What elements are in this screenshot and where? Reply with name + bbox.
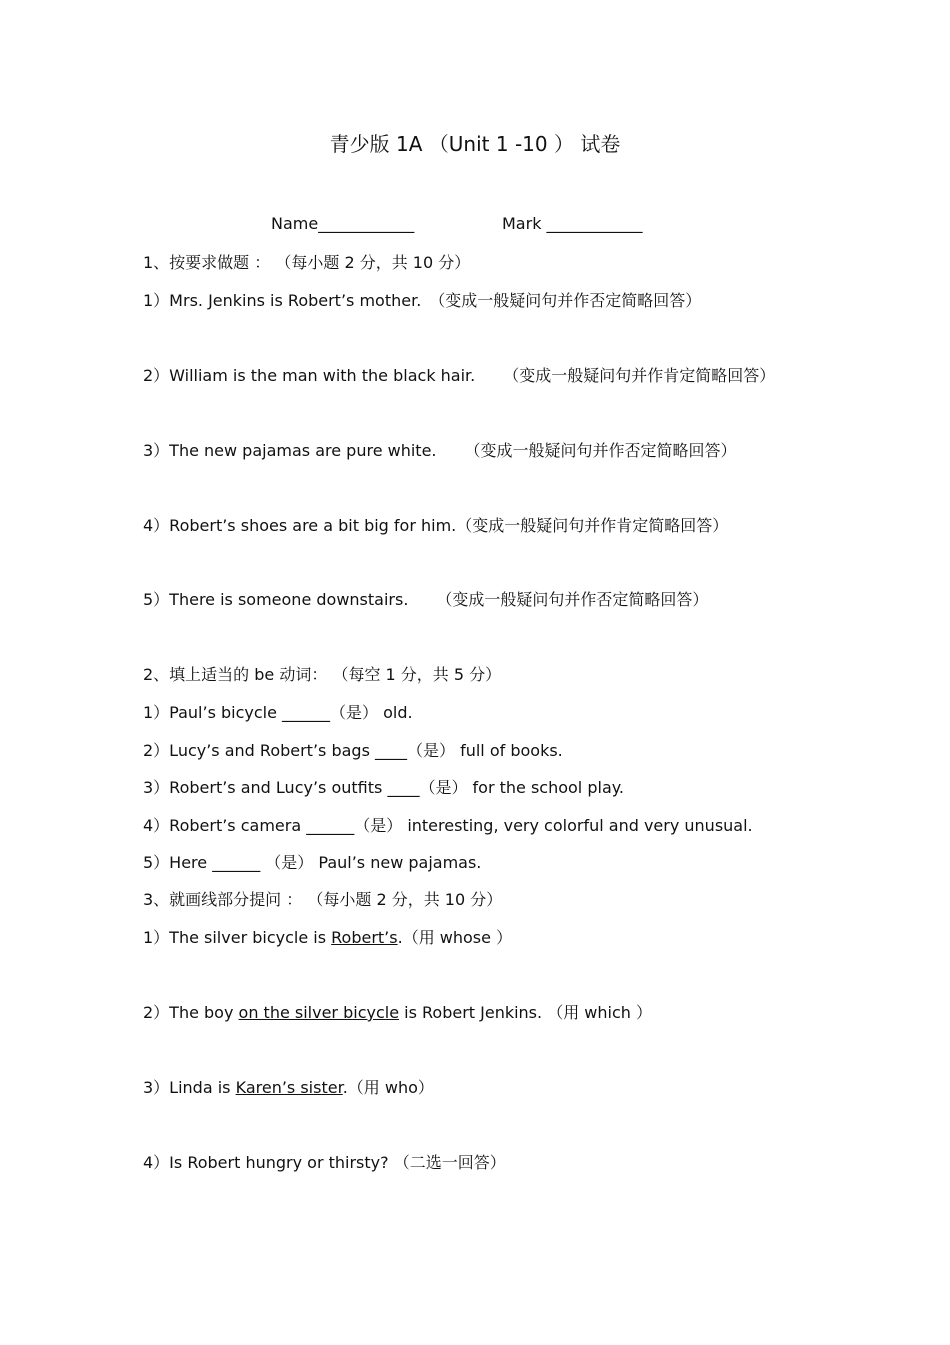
section3-item-1 (143, 925, 512, 948)
item-hint: （变成一般疑问句并作否定简略回答） (436, 590, 709, 609)
section3-item-3 (143, 1075, 434, 1098)
item-hint: is Robert Jenkins. （用 which ） (399, 1003, 652, 1022)
page-title: 青少版 1A （Unit 1 -10 ） 试卷 (329, 132, 621, 156)
section1-item-1 (143, 288, 701, 311)
item-text: 4）Is Robert hungry or thirsty? (143, 1153, 394, 1172)
item-text: 2）William is the man with the black hair. (143, 366, 476, 385)
item-hint: （变成一般疑问句并作肯定简略回答） (456, 516, 729, 535)
item-text: 1）The silver bicycle is (143, 928, 332, 947)
section1-item-5 (143, 587, 708, 610)
section2-item-1: 1）Paul’s bicycle ______（是） old. (143, 703, 413, 722)
section1-item-4 (143, 513, 728, 536)
item-hint: .（用 who） (342, 1078, 434, 1097)
item-text: 3）The new pajamas are pure white. (143, 441, 437, 460)
item-hint: （变成一般疑问句并作否定简略回答） (429, 291, 702, 310)
item-text: 1）Mrs. Jenkins is Robert’s mother. (143, 291, 422, 310)
item-text: 4）Robert’s shoes are a bit big for him. (143, 516, 457, 535)
item-text: 5）There is someone downstairs. (143, 590, 409, 609)
underlined-phrase: Karen’s sister (235, 1078, 343, 1097)
section2-heading: 2、填上适当的 be 动词： （每空 1 分，共 5 分） (143, 665, 502, 684)
item-hint: .（用 whose ） (397, 928, 513, 947)
underlined-phrase: on the silver bicycle (238, 1003, 400, 1022)
section1-heading: 1、按要求做题 ： （每小题 2 分，共 10 分） (143, 253, 471, 272)
section3-item-4 (143, 1150, 506, 1173)
section2-item-3: 3）Robert’s and Lucy’s outfits ____（是） for the school play. (143, 778, 625, 797)
section1-item-3 (143, 438, 737, 461)
item-hint: （二选一回答） (393, 1153, 506, 1172)
underlined-phrase: Robert’s (331, 928, 398, 947)
section2-item-4: 4）Robert’s camera ______（是） interesting, very colorful and very unusual. (143, 816, 753, 835)
section3-item-2 (143, 1000, 652, 1023)
item-hint: （变成一般疑问句并作肯定简略回答） (503, 366, 776, 385)
item-text: 2）The boy (143, 1003, 239, 1022)
section2-item-5: 5）Here ______ （是） Paul’s new pajamas. (143, 853, 482, 872)
section2-item-2: 2）Lucy’s and Robert’s bags ____（是） full of books. (143, 741, 563, 760)
item-text: 3）Linda is (143, 1078, 236, 1097)
mark-field-label: Mark ____________ (502, 214, 643, 233)
item-hint: （变成一般疑问句并作否定简略回答） (464, 441, 737, 460)
section3-heading: 3、就画线部分提问 ： （每小题 2 分，共 10 分） (143, 890, 503, 909)
name-field-label: Name____________ (271, 214, 415, 233)
section1-item-2 (143, 363, 775, 386)
